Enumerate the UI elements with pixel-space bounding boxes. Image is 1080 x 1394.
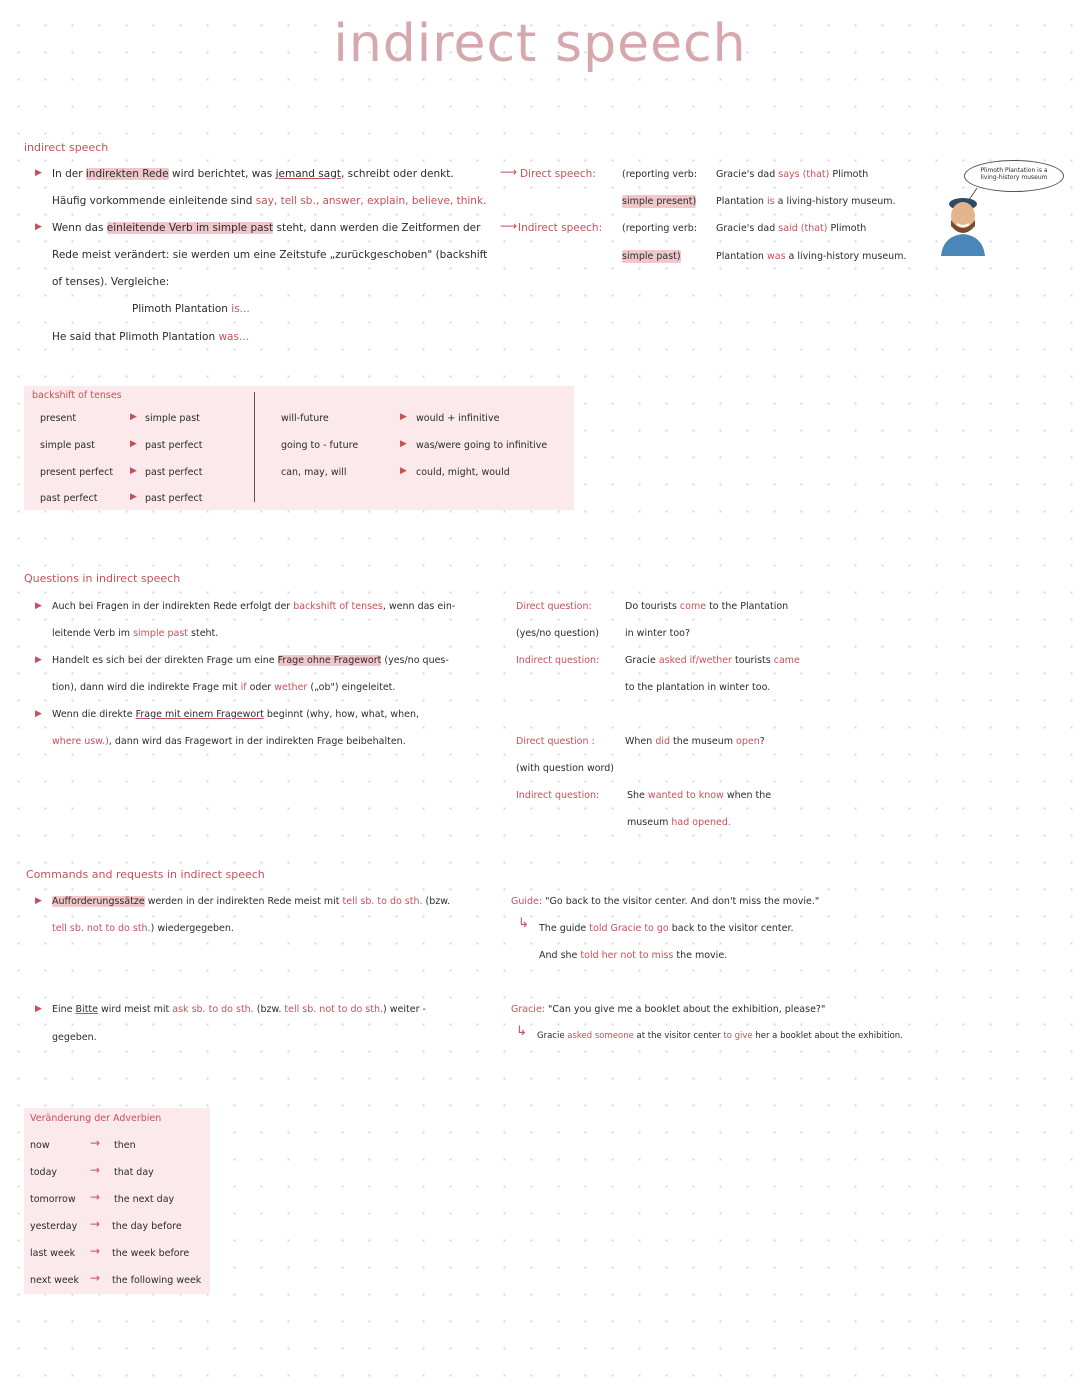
- questions-bullet-3: Wenn die direkte Frage mit einem Fragewort beginnt (why, how, what, when,: [52, 709, 420, 720]
- commands-bullet-2-line-2: gegeben.: [52, 1032, 97, 1043]
- bullet-icon: ▶: [35, 655, 42, 665]
- arrow-icon: ▶: [130, 412, 137, 422]
- sec1-bullet-2: Wenn das einleitende Verb im simple past steht, dann werden die Zeitformen der: [52, 222, 481, 234]
- sec1-example-1: Plimoth Plantation is...: [132, 303, 250, 315]
- tense-to: simple past: [145, 413, 200, 424]
- section-heading-questions: Questions in indirect speech: [24, 572, 181, 585]
- direct-question-text: Do tourists come to the Plantation: [625, 601, 789, 612]
- sec1-line-4: Rede meist verändert: sie werden um eine Zeitstufe „zurückgeschoben" (backshift: [52, 249, 488, 261]
- tense-from: present perfect: [40, 467, 114, 478]
- arrow-icon: ▶: [130, 492, 137, 502]
- arrow-right-icon: →: [90, 1190, 101, 1204]
- tense-from: going to - future: [281, 440, 359, 451]
- questions-bullet-3-line-2: where usw.), dann wird das Fragewort in der indirekten Frage beibehalten.: [52, 736, 406, 747]
- bullet-icon: ▶: [35, 222, 42, 232]
- arrow-right-icon: →: [90, 1163, 101, 1177]
- sec1-example-2: He said that Plimoth Plantation was...: [52, 331, 249, 343]
- bullet-icon: ▶: [35, 1004, 42, 1014]
- tense-from: can, may, will: [281, 467, 347, 478]
- adverb-from: now: [30, 1140, 50, 1151]
- indirect-question-2-text-2: museum had opened.: [627, 817, 731, 828]
- adverb-to: the day before: [112, 1221, 182, 1232]
- sec1-bullet-1: In der indirekten Rede wird berichtet, was jemand sagt, schreibt oder denkt.: [52, 168, 454, 180]
- indirect-question-text-2: to the plantation in winter too.: [625, 682, 771, 693]
- bullet-icon: ▶: [35, 709, 42, 719]
- tense-to: past perfect: [145, 493, 203, 504]
- arrow-icon: ▶: [130, 439, 137, 449]
- arrow-right-icon: ⟶: [500, 219, 518, 233]
- return-arrow-icon: ↳: [518, 916, 529, 931]
- tense-to: past perfect: [145, 467, 203, 478]
- divider: [254, 392, 255, 502]
- direct-speech-example-2: Plantation is a living-history museum.: [716, 196, 896, 207]
- direct-question-label: Direct question:: [516, 601, 592, 612]
- arrow-icon: ▶: [400, 412, 407, 422]
- direct-question-text-2: in winter too?: [625, 628, 690, 639]
- sec1-line-2: Häufig vorkommende einleitende sind say, tell sb., answer, explain, believe, think.: [52, 195, 487, 207]
- backshift-heading: backshift of tenses: [32, 390, 122, 401]
- direct-speech-reporting: (reporting verb:: [622, 169, 698, 180]
- tense-to: could, might, would: [416, 467, 510, 478]
- adverbs-heading: Veränderung der Adverbien: [30, 1113, 162, 1124]
- tense-from: simple past: [40, 440, 95, 451]
- guide-answer-1: The guide told Gracie to go back to the visitor center.: [539, 923, 794, 934]
- arrow-right-icon: →: [90, 1217, 101, 1231]
- bullet-icon: ▶: [35, 601, 42, 611]
- arrow-right-icon: ⟶: [500, 165, 518, 179]
- direct-speech-tense: simple present): [622, 196, 697, 207]
- guide-quote-line: Guide: "Go back to the visitor center. And don't miss the movie.": [511, 896, 820, 907]
- indirect-question-label: Indirect question:: [516, 655, 600, 666]
- return-arrow-icon: ↳: [516, 1024, 527, 1039]
- adverb-from: yesterday: [30, 1221, 78, 1232]
- indirect-speech-label: Indirect speech:: [518, 222, 603, 234]
- adverb-to: that day: [114, 1167, 154, 1178]
- tense-to: was/were going to infinitive: [416, 440, 548, 451]
- adverb-to: the next day: [114, 1194, 175, 1205]
- questions-bullet-2: Handelt es sich bei der direkten Frage um eine Frage ohne Fragewort (yes/no ques-: [52, 655, 449, 666]
- section-heading-indirect-speech: indirect speech: [24, 141, 109, 154]
- person-avatar-icon: [935, 186, 995, 256]
- adverb-from: last week: [30, 1248, 76, 1259]
- direct-speech-label: Direct speech:: [520, 168, 596, 180]
- indirect-speech-reporting: (reporting verb:: [622, 223, 698, 234]
- arrow-right-icon: →: [90, 1136, 101, 1150]
- questions-bullet-1-line-2: leitende Verb im simple past steht.: [52, 628, 219, 639]
- arrow-icon: ▶: [400, 466, 407, 476]
- direct-question-2-sub: (with question word): [516, 763, 615, 774]
- indirect-question-2-label: Indirect question:: [516, 790, 600, 801]
- commands-bullet-1-line-2: tell sb. not to do sth.) wiedergegeben.: [52, 923, 234, 934]
- adverb-to: the week before: [112, 1248, 190, 1259]
- page-title: indirect speech: [333, 14, 747, 74]
- section-heading-commands: Commands and requests in indirect speech: [26, 868, 265, 881]
- indirect-speech-example-2: Plantation was a living-history museum.: [716, 251, 907, 262]
- indirect-question-2-text: She wanted to know when the: [627, 790, 772, 801]
- arrow-right-icon: →: [90, 1244, 101, 1258]
- speech-bubble-text: Plimoth Plantation is a living-history museum: [980, 167, 1048, 181]
- indirect-speech-example-1: Gracie's dad said (that) Plimoth: [716, 223, 867, 234]
- gracie-answer: Gracie asked someone at the visitor center to give her a booklet about the exhibition.: [537, 1031, 903, 1041]
- sec1-line-5: of tenses). Vergleiche:: [52, 276, 170, 288]
- adverb-to: then: [114, 1140, 136, 1151]
- tense-from: past perfect: [40, 493, 98, 504]
- tense-to: would + infinitive: [416, 413, 500, 424]
- adverb-from: today: [30, 1167, 58, 1178]
- commands-bullet-1: Aufforderungssätze werden in der indirekten Rede meist mit tell sb. to do sth. (bzw.: [52, 896, 451, 907]
- bullet-icon: ▶: [35, 168, 42, 178]
- questions-bullet-1: Auch bei Fragen in der indirekten Rede erfolgt der backshift of tenses, wenn das ein-: [52, 601, 456, 612]
- adverb-from: tomorrow: [30, 1194, 76, 1205]
- tense-to: past perfect: [145, 440, 203, 451]
- adverb-to: the following week: [112, 1275, 202, 1286]
- questions-bullet-2-line-2: tion), dann wird die indirekte Frage mit if oder wether („ob") eingeleitet.: [52, 682, 396, 693]
- arrow-icon: ▶: [400, 439, 407, 449]
- indirect-speech-tense: simple past): [622, 251, 681, 262]
- gracie-quote-line: Gracie: "Can you give me a booklet about the exhibition, please?": [511, 1004, 826, 1015]
- bullet-icon: ▶: [35, 896, 42, 906]
- tense-from: present: [40, 413, 77, 424]
- direct-speech-example-1: Gracie's dad says (that) Plimoth: [716, 169, 869, 180]
- arrow-right-icon: →: [90, 1271, 101, 1285]
- direct-question-sub: (yes/no question): [516, 628, 599, 639]
- adverb-from: next week: [30, 1275, 80, 1286]
- indirect-question-text: Gracie asked if/wether tourists came: [625, 655, 800, 666]
- tense-from: will-future: [281, 413, 329, 424]
- arrow-icon: ▶: [130, 466, 137, 476]
- guide-answer-2: And she told her not to miss the movie.: [539, 950, 728, 961]
- direct-question-2-label: Direct question :: [516, 736, 595, 747]
- commands-bullet-2: Eine Bitte wird meist mit ask sb. to do sth. (bzw. tell sb. not to do sth.) weiter -: [52, 1004, 426, 1015]
- direct-question-2-text: When did the museum open?: [625, 736, 765, 747]
